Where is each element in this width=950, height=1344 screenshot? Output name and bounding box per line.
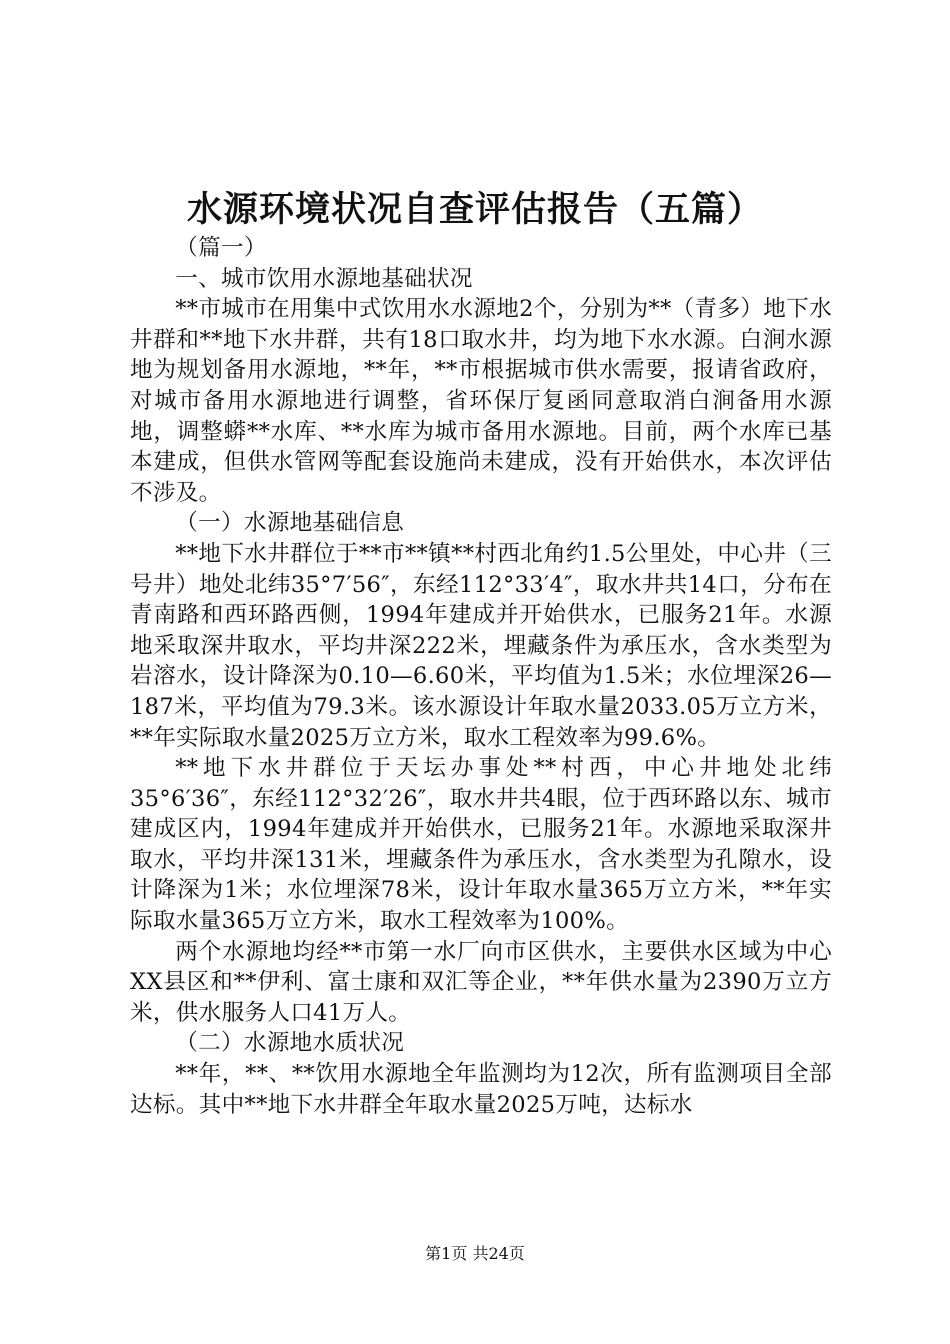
subsection-heading: （一）水源地基础信息 [175,510,405,537]
part-label: （篇一） [175,235,267,261]
paragraph: **市城市在用集中式饮用水水源地2个，分别为**（青多）地下水井群和**地下水井群，共有18口取水井，均为地下水水源。白涧水源地为规划备用水源地，**年，**市根据城市供水需要，报请省政府，对城市备用水源地进行调整，省环保厅复函同意取消白涧备用水源地，调整蟒**水库、**水库为城市备用水源地。目前，两个水库已基本建成，但供水管网等配套设施尚未建成，没有开始供水，本次评估不涉及。 [130,296,832,506]
paragraph: **地下水井群位于**市**镇**村西北角约1.5公里处，中心井（三号井）地处北纬35°7′56″，东经112°33′4″，取水井共14口，分布在青南路和西环路西侧，1994年建成并开始供水，已服务21年。水源地采取深井取水，平均井深222米，埋藏条件为承压水，含水类型为岩溶水，设计降深为0.10—6.60米，平均值为1.5米；水位埋深26—187米，平均值为79.3米。该水源设计年取水量2033.05万立方米，**年实际取水量2025万立方米，取水工程效率为99.6%。 [130,540,832,751]
paragraph: 两个水源地均经**市第一水厂向市区供水，主要供水区域为中心XX县区和**伊利、富士康和双汇等企业，**年供水量为2390万立方米，供水服务人口41万人。 [130,938,832,1026]
paragraph: **地下水井群位于天坛办事处**村西，中心井地处北纬35°6′36″，东经112°32′26″，取水井共4眼，位于西环路以东、城市建成区内，1994年建成并开始供水，已服务21年。水源地采取深井取水，平均井深131米，埋藏条件为承压水，含水类型为孔隙水，设计降深为1米；水位埋深78米，设计年取水量365万立方米，**年实际取水量365万立方米，取水工程效率为100%。 [130,755,832,935]
section-heading: 一、城市饮用水源地基础状况 [175,265,473,292]
paragraph: **年，**、**饮用水源地全年监测均为12次，所有监测项目全部达标。其中**地下水井群全年取水量2025万吨，达标水 [130,1061,832,1118]
subsection-heading: （二）水源地水质状况 [175,1030,405,1057]
document-title: 水源环境状况自查评估报告（五篇） [186,189,763,230]
page-number-footer: 第1页 共24页 [425,1244,525,1263]
document-body [130,233,832,1120]
